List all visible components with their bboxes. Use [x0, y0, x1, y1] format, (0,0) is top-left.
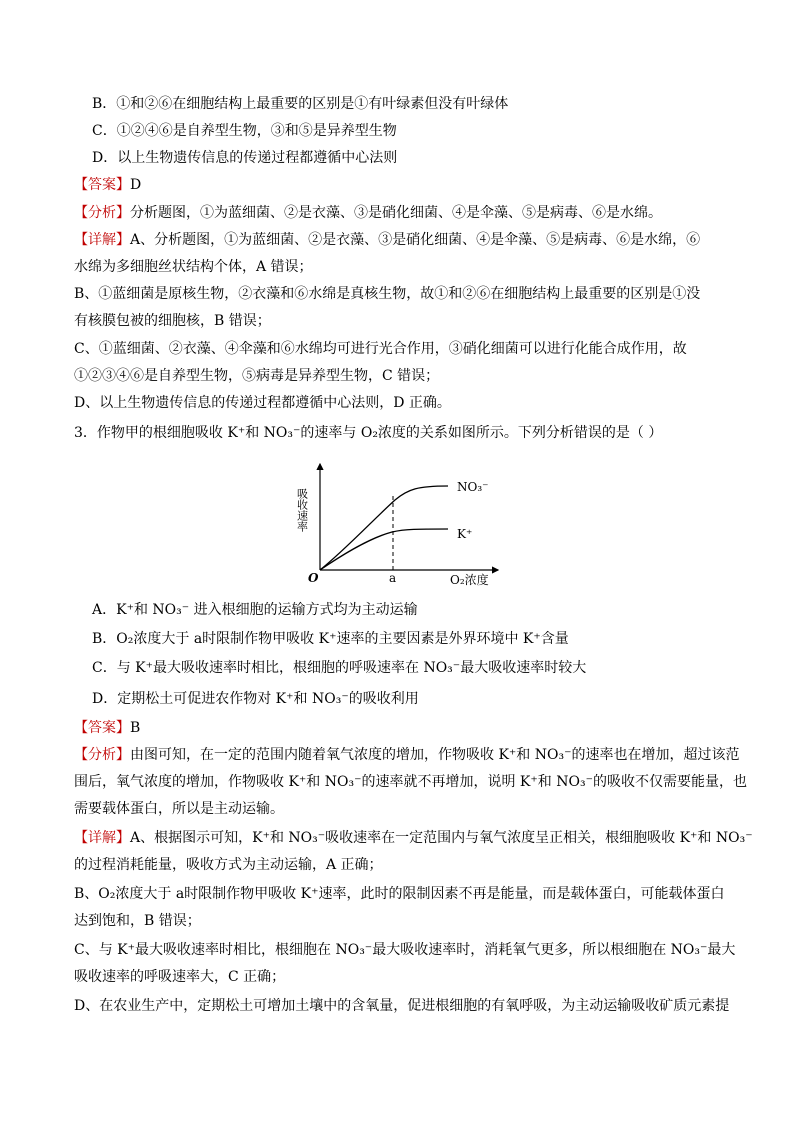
detail-line: C、①蓝细菌、②衣藻、④伞藻和⑥水绵均可进行光合作用，③硝化细菌可以进行化能合成作用，故: [74, 341, 687, 357]
analysis-row: [74, 204, 662, 222]
analysis-tag: 【分析】: [74, 747, 130, 763]
answer-row: [74, 176, 141, 194]
origin-label: O: [308, 571, 319, 585]
detail-line: A、分析题图，①为蓝细菌、②是衣藻、③是硝化细菌、④是伞藻、⑤是病毒、⑥是水绵，⑥: [130, 232, 701, 248]
option-c: C．与 K⁺最大吸收速率时相比，根细胞的呼吸速率在 NO₃⁻最大吸收速率时较大: [92, 660, 587, 676]
option-c: C．①②④⑥是自养型生物，③和⑤是异养型生物: [92, 123, 397, 139]
detail-line: 达到饱和，B 错误；: [74, 913, 201, 929]
k-curve-label: K⁺: [457, 527, 473, 541]
detail-line: A、根据图示可知，K⁺和 NO₃⁻吸收速率在一定范围内与氧气浓度呈正相关，根细胞吸收 K⁺和 NO₃⁻: [130, 830, 753, 846]
answer-value: B: [130, 720, 141, 736]
detail-line: 的过程消耗能量，吸收方式为主动运输，A 正确；: [74, 857, 383, 873]
k-curve: [320, 529, 448, 570]
answer-row: [74, 719, 140, 737]
option-d: D．定期松土可促进农作物对 K⁺和 NO₃⁻的吸收利用: [92, 691, 419, 707]
x-axis-label: O₂浓度: [450, 573, 489, 587]
answer-tag: 【答案】: [74, 177, 130, 193]
option-b: B．①和②⑥在细胞结构上最重要的区别是①有叶绿素但没有叶绿体: [92, 96, 509, 112]
answer-tag: 【答案】: [74, 720, 130, 736]
figure-svg: [295, 458, 512, 590]
detail-line: D、以上生物遗传信息的传递过程都遵循中心法则，D 正确。: [74, 395, 451, 411]
question-stem: 3．作物甲的根细胞吸收 K⁺和 NO₃⁻的速率与 O₂浓度的关系如图所示。下列分析错误的是（ ）: [74, 425, 663, 441]
detail-line: D、在农业生产中，定期松土可增加土壤中的含氧量，促进根细胞的有氧呼吸，为主动运输吸收矿质元素提: [74, 998, 730, 1014]
analysis-row: [74, 746, 739, 764]
detail-line: B、O₂浓度大于 a时限制作物甲吸收 K⁺速率，此时的限制因素不再是能量，而是载体蛋白，可能载体蛋白: [74, 886, 725, 902]
analysis-line: 围后，氧气浓度的增加，作物吸收 K⁺和 NO₃⁻的速率就不再增加，说明 K⁺和 NO₃⁻的吸收不仅需要能量，也: [74, 774, 747, 790]
analysis-line: 需要载体蛋白，所以是主动运输。: [74, 801, 284, 817]
option-d: D．以上生物遗传信息的传递过程都遵循中心法则: [92, 150, 398, 166]
detail-tag: 【详解】: [74, 830, 130, 846]
detail-line: ①②③④⑥是自养型生物，⑤病毒是异养型生物，C 错误；: [74, 368, 440, 384]
option-b: B．O₂浓度大于 a时限制作物甲吸收 K⁺速率的主要因素是外界环境中 K⁺含量: [92, 631, 569, 647]
detail-line: 吸收速率的呼吸速率大，C 正确；: [74, 969, 286, 985]
no3-curve-label: NO₃⁻: [457, 480, 489, 494]
detail-row: [74, 829, 753, 847]
y-axis-label: 吸收速率: [295, 488, 309, 532]
detail-line: B、①蓝细菌是原核生物，②衣藻和⑥水绵是真核生物，故①和②⑥在细胞结构上最重要的区别是①没: [74, 286, 701, 302]
detail-row: [74, 231, 700, 249]
answer-value: D: [130, 177, 142, 193]
detail-line: 有核膜包被的细胞核，B 错误；: [74, 313, 271, 329]
analysis-line: 由图可知，在一定的范围内随着氧气浓度的增加，作物吸收 K⁺和 NO₃⁻的速率也在增加，超过该范: [130, 747, 740, 763]
absorption-rate-figure: [295, 458, 512, 590]
option-a: A．K⁺和 NO₃⁻ 进入根细胞的运输方式均为主动运输: [92, 602, 418, 618]
tick-label-a: a: [389, 571, 397, 585]
detail-line: 水绵为多细胞丝状结构个体，A 错误；: [74, 259, 313, 275]
detail-tag: 【详解】: [74, 232, 130, 248]
detail-line: C、与 K⁺最大吸收速率时相比，根细胞在 NO₃⁻最大吸收速率时，消耗氧气更多，所以根细胞在 NO₃⁻最大: [74, 942, 736, 958]
analysis-tag: 【分析】: [74, 205, 130, 221]
analysis-text: 分析题图，①为蓝细菌、②是衣藻、③是硝化细菌、④是伞藻、⑤是病毒、⑥是水绵。: [130, 205, 662, 221]
